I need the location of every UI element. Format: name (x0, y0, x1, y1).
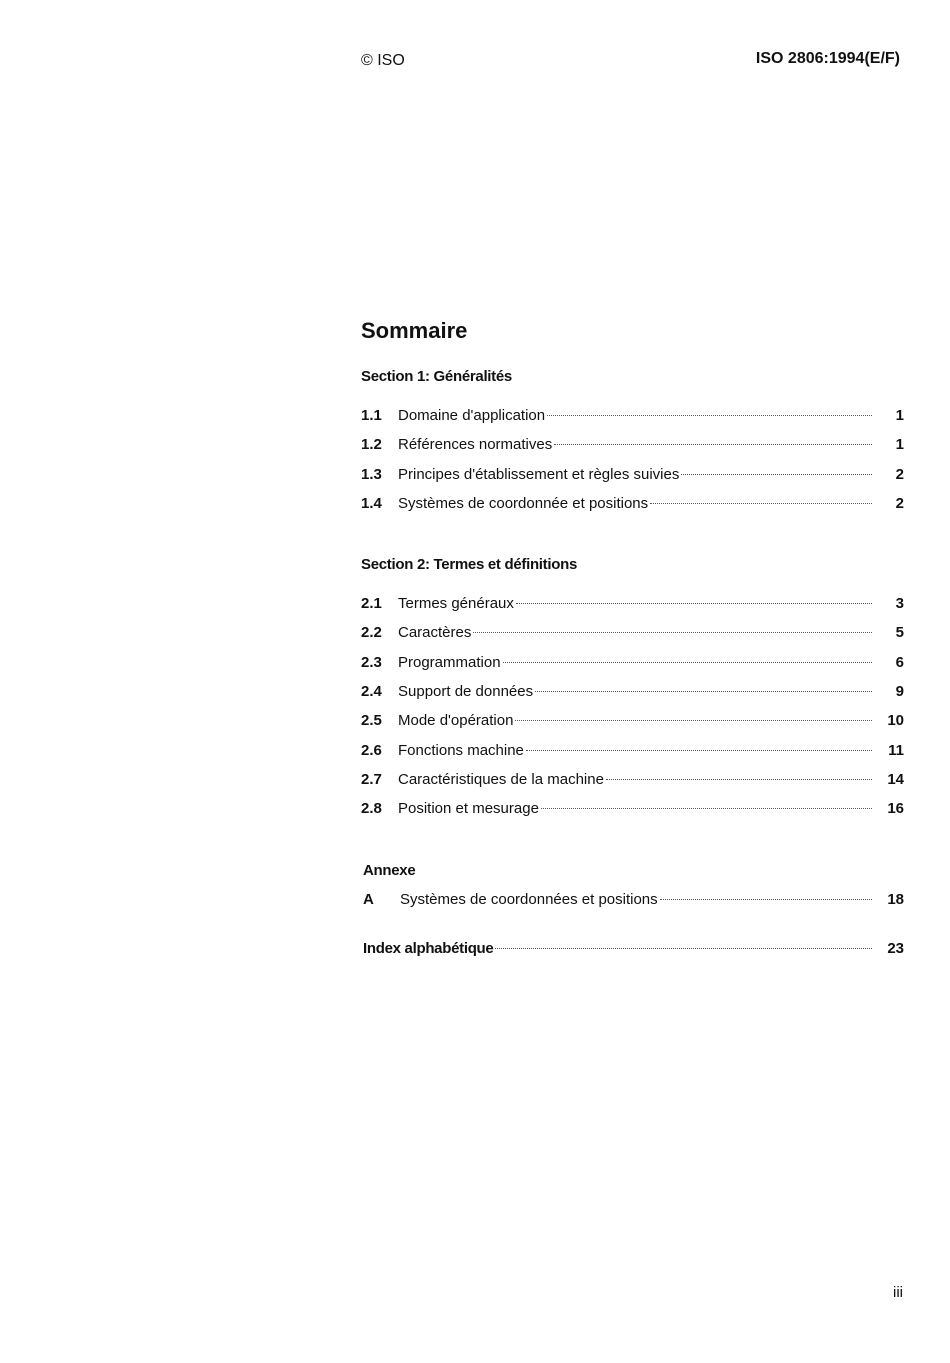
section-1-heading: Section 1: Généralités (361, 368, 512, 385)
entry-page: 6 (895, 653, 904, 671)
entry-label: Programmation (398, 653, 501, 671)
entry-number: 2.2 (361, 624, 382, 642)
toc-entry[interactable] (361, 683, 904, 712)
entry-label: Références normatives (398, 436, 553, 454)
entry-page: 5 (895, 624, 904, 642)
entry-page: 1 (895, 407, 904, 424)
toc-entry[interactable] (361, 466, 904, 495)
dot-leader (660, 899, 872, 900)
annex-entries (361, 891, 904, 920)
entry-label: Fonctions machine (398, 741, 524, 759)
dot-leader (547, 415, 872, 416)
entry-number: A (363, 890, 374, 908)
section-1-entries (361, 407, 904, 524)
entry-page: 2 (895, 494, 904, 512)
toc-entry[interactable] (361, 742, 904, 771)
entry-label: Caractères (398, 624, 472, 642)
entry-number: 1.1 (361, 407, 382, 424)
dot-leader (495, 948, 872, 949)
entry-page: 10 (887, 712, 904, 730)
dot-leader (473, 632, 872, 633)
entry-page: 9 (895, 683, 904, 701)
entry-label: Support de données (398, 683, 534, 701)
entry-page: 18 (887, 890, 904, 908)
toc-entry[interactable] (361, 595, 904, 624)
entry-number: 1.3 (361, 465, 382, 483)
entry-number: 1.2 (361, 436, 382, 454)
dot-leader (526, 750, 872, 751)
toc-entry[interactable] (361, 800, 904, 829)
entry-page: 1 (895, 436, 904, 454)
dot-leader (650, 503, 872, 504)
entry-label: Principes d'établissement et règles suivies (398, 465, 680, 483)
entry-number: 2.1 (361, 595, 382, 613)
toc-entry[interactable] (361, 891, 904, 920)
annex-heading: Annexe (363, 861, 416, 879)
toc-entry[interactable] (361, 712, 904, 741)
entry-page: 16 (887, 800, 904, 818)
toc-entry[interactable] (361, 436, 904, 465)
header-standard-number: ISO 2806:1994(E/F) (755, 50, 900, 67)
index-page: 23 (887, 939, 904, 957)
entry-label: Position et mesurage (398, 800, 539, 818)
dot-leader (541, 808, 872, 809)
entry-number: 2.3 (361, 653, 382, 671)
toc-entry[interactable] (361, 654, 904, 683)
dot-leader (516, 603, 872, 604)
entry-number: 1.4 (361, 494, 382, 512)
entry-label: Termes généraux (398, 595, 514, 613)
entry-number: 2.7 (361, 770, 382, 788)
entry-label: Mode d'opération (398, 712, 514, 730)
toc-entry[interactable] (361, 771, 904, 800)
toc-entry[interactable] (361, 407, 904, 436)
section-2-heading: Section 2: Termes et définitions (361, 556, 578, 574)
entry-page: 2 (895, 465, 904, 483)
toc-index-entry[interactable] (363, 940, 904, 957)
toc-title: Sommaire (361, 318, 468, 343)
section-2-entries (361, 595, 904, 829)
toc-entry[interactable] (361, 624, 904, 653)
entry-number: 2.6 (361, 741, 382, 759)
toc-entry[interactable] (361, 495, 904, 524)
table-of-contents (361, 318, 904, 957)
entry-number: 2.4 (361, 683, 382, 701)
entry-number: 2.5 (361, 712, 382, 730)
footer-page-number: iii (893, 1284, 903, 1301)
dot-leader (503, 662, 872, 663)
entry-page: 14 (887, 770, 904, 788)
entry-page: 11 (888, 741, 904, 759)
header-copyright: © ISO (361, 52, 405, 69)
dot-leader (515, 720, 872, 721)
entry-label: Systèmes de coordonnée et positions (398, 494, 649, 512)
dot-leader (606, 779, 872, 780)
entry-label: Domaine d'application (398, 407, 546, 424)
dot-leader (535, 691, 872, 692)
dot-leader (681, 474, 872, 475)
dot-leader (554, 444, 872, 445)
entry-label: Systèmes de coordonnées et positions (400, 890, 658, 908)
entry-page: 3 (895, 595, 904, 613)
index-label: Index alphabétique (363, 939, 494, 957)
entry-number: 2.8 (361, 800, 382, 818)
entry-label: Caractéristiques de la machine (398, 770, 604, 788)
